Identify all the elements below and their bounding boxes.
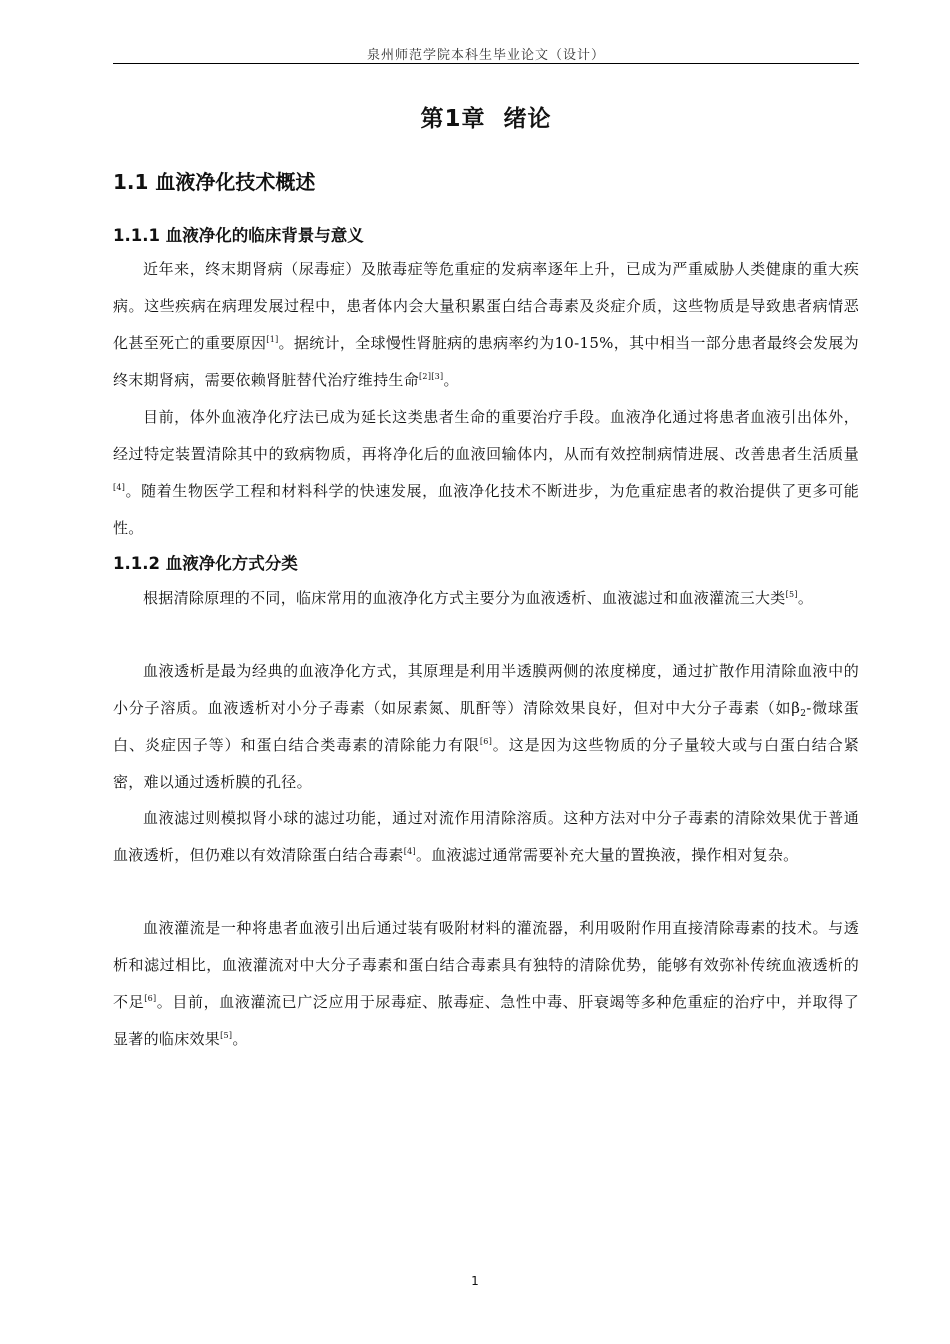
paragraph-text: 目前，体外血液净化疗法已成为延长这类患者生命的重要治疗手段。血液净化通过将患者血液引出体外，经过特定装置清除其中的致病物质，再将净化后的血液回输体内，从而有效控制病情进展、改善患者生活质量 <box>113 408 859 463</box>
citation: [6] <box>479 737 493 746</box>
paragraph-current-therapy <box>113 399 859 547</box>
paragraph-text: 血液灌流是一种将患者血液引出后通过装有吸附材料的灌流器，利用吸附作用直接清除毒素的技术。与透析和滤过相比，血液灌流对中大分子毒素和蛋白结合毒素具有独特的清除优势，能够有效弥补传统血液透析的不足 <box>113 919 859 1011</box>
citation: [4] <box>403 847 416 856</box>
subsection-title-2: 1.1.2 血液净化方式分类 <box>113 554 298 573</box>
paragraph-hemofiltration <box>113 800 859 874</box>
paragraph-text: -微球蛋白、炎症因子等）和蛋白结合类毒素的清除能力有限 <box>113 699 859 754</box>
chapter-title: 第1章 绪论 <box>420 106 552 132</box>
running-header: 泉州师范学院本科生毕业论文（设计） <box>366 48 605 63</box>
citation: [5] <box>220 1031 233 1040</box>
paragraph-text: 。 <box>232 1030 248 1048</box>
citation: [4] <box>113 483 126 492</box>
paragraph-hemodialysis <box>113 653 859 801</box>
citation: [5] <box>785 590 798 599</box>
paragraph-clinical-background <box>113 251 859 399</box>
paragraph-classification <box>113 580 859 617</box>
subscript: 2 <box>800 709 807 719</box>
citation: [2][3] <box>419 372 444 381</box>
paragraph-text: 。 <box>797 589 814 607</box>
subsection-title-1: 1.1.1 血液净化的临床背景与意义 <box>113 226 364 245</box>
citation: [1] <box>266 335 279 344</box>
paragraph-text: 。这是因为这些物质的分子量较大或与白蛋白结合紧密，难以通过透析膜的孔径。 <box>113 736 860 791</box>
citation: [6] <box>144 994 157 1003</box>
paragraph-text: 。据统计，全球慢性肾脏病的患病率约为10-15%，其中相当一部分患者最终会发展为终末期肾病，需要依赖肾脏替代治疗维持生命 <box>113 334 859 389</box>
paragraph-text: 。目前，血液灌流已广泛应用于尿毒症、脓毒症、急性中毒、肝衰竭等多种危重症的治疗中，并取得了显著的临床效果 <box>113 993 859 1048</box>
paragraph-text: 血液透析是最为经典的血液净化方式，其原理是利用半透膜两侧的浓度梯度，通过扩散作用清除血液中的小分子溶质。血液透析对小分子毒素（如尿素氮、肌酐等）清除效果良好，但对中大分子毒素（如β <box>113 662 859 717</box>
section-title: 1.1 血液净化技术概述 <box>113 170 316 194</box>
paragraph-text: 。 <box>443 371 459 389</box>
paragraph-text: 。血液滤过通常需要补充大量的置换液，操作相对复杂。 <box>415 846 799 864</box>
paragraph-text: 血液滤过则模拟肾小球的滤过功能，通过对流作用清除溶质。这种方法对中分子毒素的清除效果优于普通血液透析，但仍难以有效清除蛋白结合毒素 <box>113 809 859 864</box>
paragraph-text: 。随着生物医学工程和材料科学的快速发展，血液净化技术不断进步，为危重症患者的救治提供了更多可能性。 <box>113 482 859 537</box>
paragraph-text: 近年来，终末期肾病（尿毒症）及脓毒症等危重症的发病率逐年上升，已成为严重威胁人类健康的重大疾病。这些疾病在病理发展过程中，患者体内会大量积累蛋白结合毒素及炎症介质，这些物质是导致患者病情恶化甚至死亡的重要原因 <box>113 260 859 352</box>
paragraph-hemoperfusion <box>113 910 859 1058</box>
paragraph-text: 根据清除原理的不同，临床常用的血液净化方式主要分为血液透析、血液滤过和血液灌流三大类 <box>143 589 786 607</box>
page-number: 1 <box>471 1274 479 1288</box>
header-rule <box>113 63 859 64</box>
